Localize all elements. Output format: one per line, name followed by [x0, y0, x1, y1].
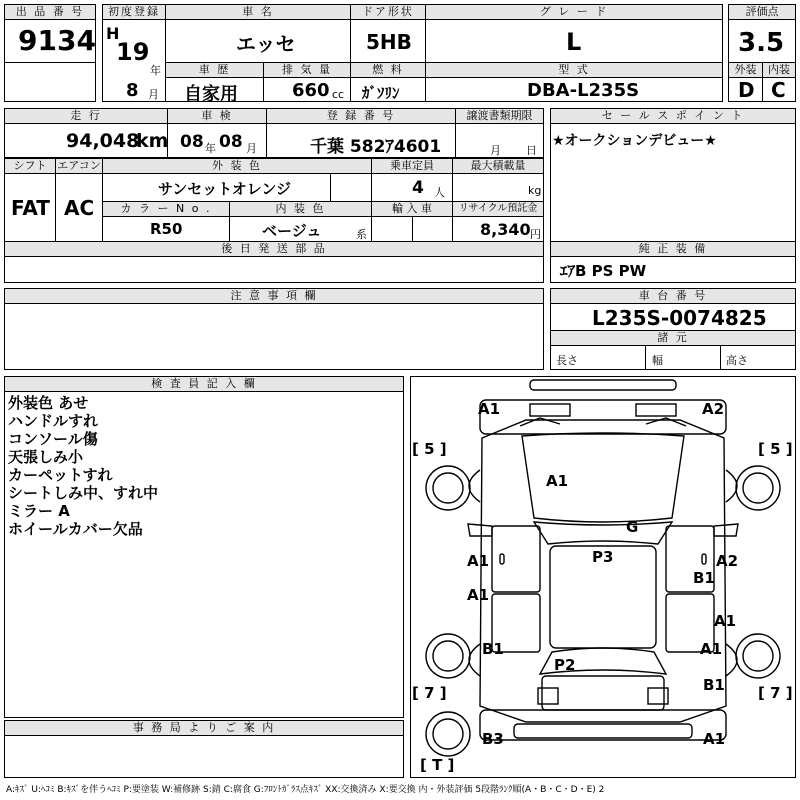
first-reg-month: 8	[126, 80, 139, 101]
capacity-unit: 人	[434, 186, 445, 199]
first-reg-header: 初度登録	[102, 4, 166, 20]
ext-color: サンセットオレンジ	[158, 180, 292, 198]
import-header: 輸 入 車	[371, 201, 453, 217]
ac: AC	[64, 196, 95, 220]
shift: FAT	[11, 196, 50, 220]
mileage-unit: km	[136, 130, 169, 152]
inspection-month: 08	[219, 132, 243, 152]
int-color-suffix: 系	[356, 228, 367, 241]
lot-number-header: 出 品 番 号	[4, 4, 96, 20]
genuine-header: 純 正 装 備	[550, 241, 796, 257]
lot-number-lower	[4, 62, 96, 102]
damage-trunk: P2	[554, 656, 576, 674]
recycle-unit: 円	[530, 228, 541, 241]
sales-point-header: セ ー ル ス ポ イ ン ト	[550, 108, 796, 124]
genuine-equipment: ｴｱB PS PW	[560, 262, 647, 280]
displacement-header: 排 気 量	[263, 62, 351, 78]
tire-front-left: [ 5 ]	[412, 440, 447, 458]
fuel-header: 燃 料	[350, 62, 426, 78]
inspection-month-unit: 月	[246, 142, 257, 155]
damage-quarter-right: A1	[700, 640, 723, 658]
displacement: 660	[292, 80, 330, 101]
max-load-unit: kg	[528, 184, 542, 197]
lot-number: 9134	[18, 24, 96, 57]
car-name: エッセ	[236, 32, 296, 56]
dim-width: 幅	[652, 354, 663, 367]
int-color-header: 内 装 色	[229, 201, 372, 217]
damage-front-door-left: A1	[467, 552, 490, 570]
ac-header: エアコン	[55, 158, 103, 174]
note-item: コンソール傷	[8, 430, 98, 448]
tire-spare: [ T ]	[420, 756, 455, 774]
fuel: ｶﾞｿﾘﾝ	[362, 84, 400, 102]
inspector-notes	[8, 394, 158, 538]
displacement-unit: cc	[332, 88, 345, 101]
tire-front-right: [ 5 ]	[758, 440, 793, 458]
recycle-header: リサイクル預託金	[452, 201, 544, 217]
max-load-header: 最大積載量	[452, 158, 544, 174]
dims-header: 諸 元	[550, 330, 796, 346]
damage-windshield: G	[626, 518, 639, 536]
transfer-header: 譲渡書類期限	[455, 108, 544, 124]
sales-point: ★オークションデビュー★	[552, 133, 717, 149]
interior-grade: C	[771, 78, 786, 102]
damage-rear-door-right: A1	[714, 612, 737, 630]
damage-rear-right: B1	[703, 676, 725, 694]
damage-front-left: A1	[478, 400, 501, 418]
score: 3.5	[738, 28, 785, 58]
car-diagram	[410, 376, 796, 778]
inspector-header: 検 査 員 記 入 欄	[4, 376, 404, 392]
reg-no-header: 登 録 番 号	[266, 108, 456, 124]
caution-header: 注 意 事 項 欄	[4, 288, 544, 304]
int-color: ベージュ	[262, 222, 322, 240]
inspection-year-unit: 年	[205, 142, 216, 155]
first-reg-year: 19	[116, 38, 150, 66]
recycle-amount: 8,340	[480, 220, 531, 239]
damage-front-door-right: A2	[716, 552, 739, 570]
damage-quarter-left: B1	[482, 640, 504, 658]
grade: L	[566, 28, 582, 56]
note-item: カーペットすれ	[8, 466, 113, 484]
damage-roof: P3	[592, 548, 614, 566]
first-reg-month-unit: 月	[148, 88, 159, 101]
tire-rear-left: [ 7 ]	[412, 684, 447, 702]
grade-header: グ レ ー ド	[425, 4, 723, 20]
note-item: 天張しみ小	[8, 448, 84, 466]
later-parts-header: 後 日 発 送 部 品	[4, 241, 544, 257]
car-name-header: 車 名	[165, 4, 351, 20]
capacity: 4	[412, 178, 424, 198]
reg-no: 千葉 582ｱ4601	[310, 137, 442, 157]
color-no: R50	[150, 220, 183, 238]
history: 自家用	[184, 84, 238, 105]
first-reg-era: H	[106, 24, 120, 43]
damage-hood: A1	[546, 472, 569, 490]
note-item: ミラー A	[8, 502, 70, 520]
shift-header: シフト	[4, 158, 56, 174]
damage-rear-bumper-right: A1	[703, 730, 726, 748]
model: DBA-L235S	[527, 80, 640, 101]
first-reg-year-unit: 年	[150, 64, 161, 77]
damage-rear-door-left: A1	[467, 586, 490, 604]
color-no-header: カ ラ ー N o .	[102, 201, 230, 217]
door-header: ドア形状	[350, 4, 426, 20]
ext-color-header: 外 装 色	[102, 158, 372, 174]
note-item: ホイールカバー欠品	[8, 520, 143, 538]
legend: A:ｷｽﾞ U:ﾍｺﾐ B:ｷｽﾞを伴うﾍｺﾐ P:要塗装 W:補修跡 S:錆 C:腐食 G:ﾌﾛﾝﾄｶﾞﾗｽ点ｷｽﾞ XX:交換済み X:要交換 内・外装評価 5段階ﾗﾝｸ順(A・B・C・D・E) 2	[6, 785, 605, 795]
damage-right-mid: B1	[693, 569, 715, 587]
ext-color-divider	[330, 173, 372, 202]
note-item: シートしみ中、すれ中	[8, 484, 159, 502]
exterior-grade: D	[738, 78, 755, 102]
inspection-header: 車 検	[167, 108, 267, 124]
tire-rear-right: [ 7 ]	[758, 684, 793, 702]
inspection-year: 08	[180, 132, 204, 152]
office-header: 事 務 局 よ り ご 案 内	[4, 720, 404, 736]
damage-front-right: A2	[702, 400, 725, 418]
dim-length: 長さ	[556, 354, 578, 367]
capacity-header: 乗車定員	[371, 158, 453, 174]
note-item: ハンドルすれ	[8, 412, 99, 430]
transfer-month: 月	[490, 144, 501, 157]
mileage-header: 走 行	[4, 108, 168, 124]
transfer-day: 日	[526, 144, 537, 157]
chassis-number: L235S-0074825	[592, 306, 767, 330]
exterior-header: 外装	[728, 62, 763, 78]
chassis-header: 車 台 番 号	[550, 288, 796, 304]
score-header: 評価点	[728, 4, 796, 20]
history-header: 車 歴	[165, 62, 264, 78]
door-type: 5HB	[366, 30, 412, 54]
note-item: 外装色 あせ	[8, 394, 89, 412]
damage-rear-bumper-left: B3	[482, 730, 504, 748]
model-header: 型 式	[425, 62, 723, 78]
import-divider	[412, 216, 413, 242]
interior-header: 内装	[762, 62, 796, 78]
dim-height: 高さ	[726, 354, 748, 367]
mileage: 94,048	[66, 130, 140, 152]
